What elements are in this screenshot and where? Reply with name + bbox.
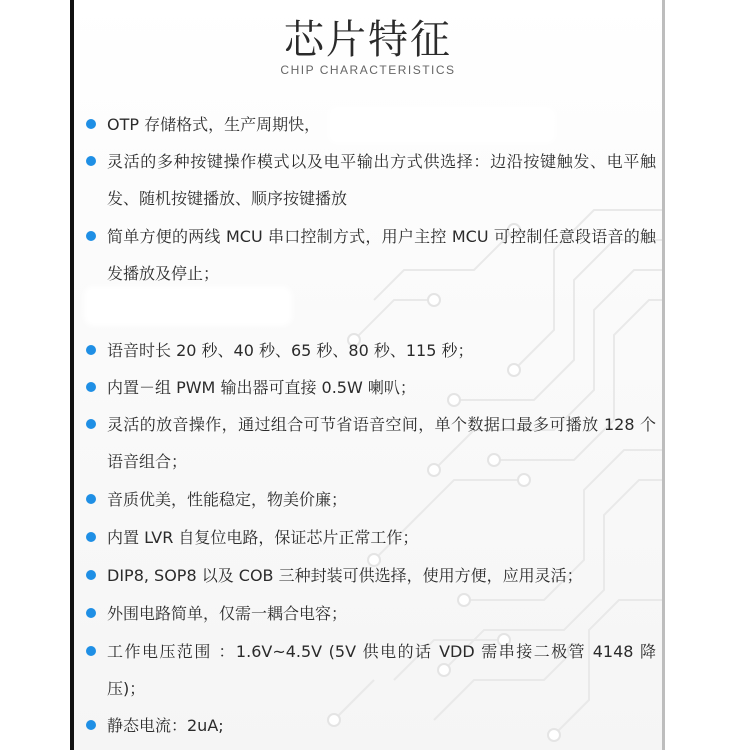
redacted-area <box>332 110 552 140</box>
bullet-icon <box>86 231 96 241</box>
bullet-icon <box>86 720 96 730</box>
bullet-icon <box>86 494 96 504</box>
bullet-icon <box>86 570 96 580</box>
list-item <box>86 633 656 707</box>
list-item <box>86 218 656 292</box>
feature-text: DIP8, SOP8 以及 COB 三种封装可供选择，使用方便，应用灵活； <box>107 566 583 585</box>
list-item <box>86 557 656 594</box>
feature-text: 灵活的多种按键操作模式以及电平输出方式供选择：边沿按键触发、电平触发、随机按键播放、顺序按键播放 <box>107 152 656 208</box>
feature-text: 内置 LVR 自复位电路，保证芯片正常工作； <box>107 528 419 547</box>
feature-text: 外围电路简单，仅需一耦合电容； <box>107 604 348 623</box>
feature-text: 静态电流：2uA; <box>107 716 224 735</box>
feature-text: 简单方便的两线 MCU 串口控制方式，用户主控 MCU 可控制任意段语音的触发播放及停止； <box>107 227 656 283</box>
bullet-icon <box>86 532 96 542</box>
feature-panel <box>74 0 662 750</box>
right-border <box>662 0 665 750</box>
bullet-icon <box>86 646 96 656</box>
feature-text: 内置－组 PWM 输出器可直接 0.5W 喇叭； <box>107 378 416 397</box>
bullet-icon <box>86 419 96 429</box>
list-item <box>86 595 656 632</box>
bullet-icon <box>86 608 96 618</box>
page-subtitle: CHIP CHARACTERISTICS <box>280 63 456 77</box>
feature-text: 音质优美，性能稳定，物美价廉； <box>107 490 348 509</box>
list-item <box>86 406 656 480</box>
feature-text: 工作电压范围 ：1.6V~4.5V (5V 供电的话 VDD 需串接二极管 4148 降压)； <box>107 642 656 698</box>
bullet-icon <box>86 345 96 355</box>
list-item <box>86 143 656 217</box>
feature-text: 语音时长 20 秒、40 秒、65 秒、80 秒、115 秒； <box>107 341 474 360</box>
list-item <box>86 519 656 556</box>
list-item <box>86 332 656 369</box>
bullet-icon <box>86 382 96 392</box>
bullet-icon <box>86 119 96 129</box>
page-title: 芯片特征 <box>284 17 452 63</box>
feature-text: OTP 存储格式，生产周期快， <box>107 115 321 134</box>
list-item <box>86 369 656 406</box>
list-item <box>86 707 656 744</box>
feature-text: 灵活的放音操作，通过组合可节省语音空间，单个数据口最多可播放 128 个语音组合； <box>107 415 656 471</box>
list-item <box>86 481 656 518</box>
bullet-icon <box>86 156 96 166</box>
redacted-area <box>88 290 288 322</box>
